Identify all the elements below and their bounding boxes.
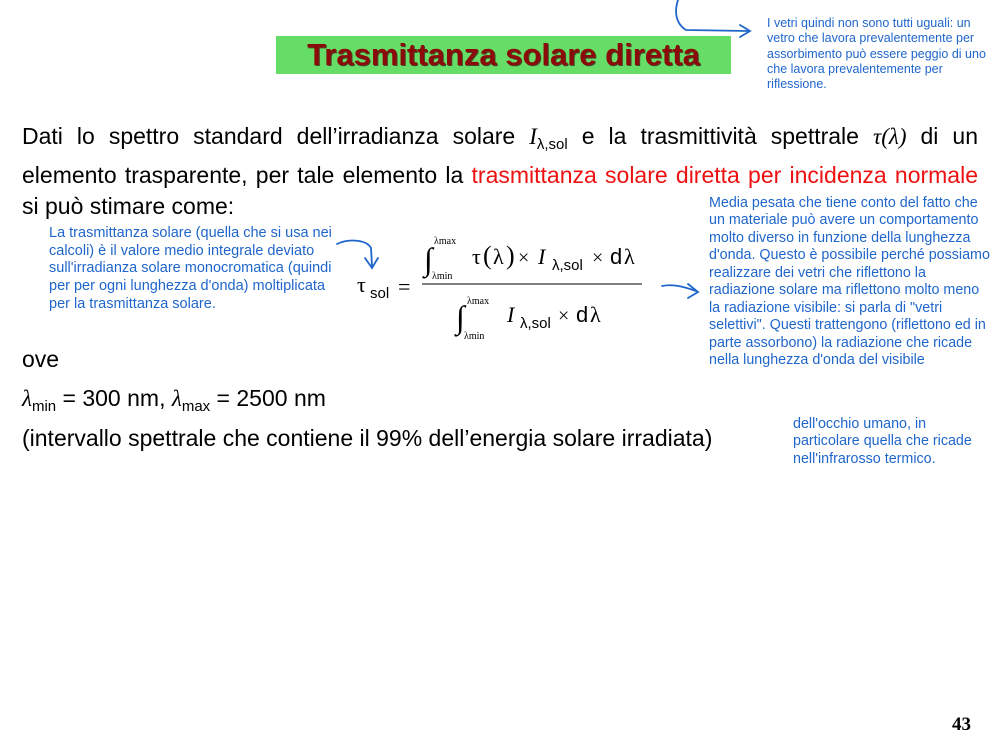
svg-text:τ: τ xyxy=(357,272,366,297)
svg-text:∫: ∫ xyxy=(456,299,465,335)
svg-text:×: × xyxy=(558,305,570,327)
svg-text:λ: λ xyxy=(493,244,504,269)
svg-text:λ: λ xyxy=(624,244,635,269)
annotation-right-note: Media pesata che tiene conto del fatto che un materiale può avere un comportamento molto diverso in funzione della lunghezza d'onda. Questo è possibile perché possiamo realizzare dei vetri che riflettono la radiazione solare ma riflettono molto meno la radiazione visibile: si parla di "vetri selettivi". Questi trattengono (riflettono ed in parte assorbono) la radiazione che ricade nella lunghezza d'onda del visibile xyxy=(709,195,990,368)
svg-text:λ,sol: λ,sol xyxy=(520,315,551,332)
svg-text:sol: sol xyxy=(370,285,390,302)
svg-text:∫: ∫ xyxy=(424,241,433,277)
svg-text:λ: λ xyxy=(590,302,601,327)
svg-text:I: I xyxy=(538,244,546,269)
irradiance-symbol: I xyxy=(529,124,537,149)
svg-text:I: I xyxy=(507,302,515,327)
svg-text:λ,sol: λ,sol xyxy=(552,257,583,274)
svg-text:λmax: λmax xyxy=(467,296,490,307)
intro-paragraph: Dati lo spettro standard dell’irradianza solare $I_{\lambda,sol}$ e la trasmittività spettrale τ(λ) di un elemento trasparente, per tale elemento la trasmittanza solare diretta per incidenza normale si può stimare come: xyxy=(22,123,979,219)
svg-text:(: ( xyxy=(483,241,492,270)
arrow-right-icon xyxy=(660,278,705,303)
arrow-top-icon xyxy=(670,0,760,40)
svg-text:): ) xyxy=(506,241,515,270)
highlight-text: trasmittanza solare diretta per incidenza normale xyxy=(471,162,979,188)
svg-text:×: × xyxy=(592,247,604,269)
svg-text:=: = xyxy=(398,274,411,299)
svg-text:λmax: λmax xyxy=(434,236,457,247)
ove-label: ove xyxy=(22,346,60,372)
annotation-left-note: La trasmittanza solare (quella che si usa nei calcoli) è il valore medio integrale deviato sull'irradianza solare monocromatica (quindi per per ogni lunghezza d'onda) moltiplicata per la trasmittanza solare. xyxy=(49,225,332,312)
svg-text:λmin: λmin xyxy=(464,331,485,342)
slide-title: Trasmittanza solare diretta xyxy=(276,36,731,74)
transmissivity-symbol: τ(λ) xyxy=(872,124,907,149)
wavelength-range: $\lambda_{min} = 300$ nm, $\lambda_{max} = 2500$ nm xyxy=(22,385,326,415)
svg-text:×: × xyxy=(518,247,530,269)
svg-text:λmin: λmin xyxy=(432,271,453,282)
svg-text:d: d xyxy=(610,244,623,269)
svg-text:d: d xyxy=(576,302,589,327)
page-number: 43 xyxy=(952,714,971,735)
interval-note: (intervallo spettrale che contiene il 99% dell’energia solare irradiata) xyxy=(22,425,713,451)
svg-text:τ: τ xyxy=(472,244,481,269)
formula xyxy=(350,222,650,347)
annotation-top-note: I vetri quindi non sono tutti uguali: un vetro che lavora prevalentemente per assorbimento può essere peggio di uno che lavora prevalentemente per riflessione. xyxy=(767,16,986,91)
annotation-right-note-continued: dell'occhio umano, in particolare quella che ricade nell'infrarosso termico. xyxy=(793,416,972,467)
